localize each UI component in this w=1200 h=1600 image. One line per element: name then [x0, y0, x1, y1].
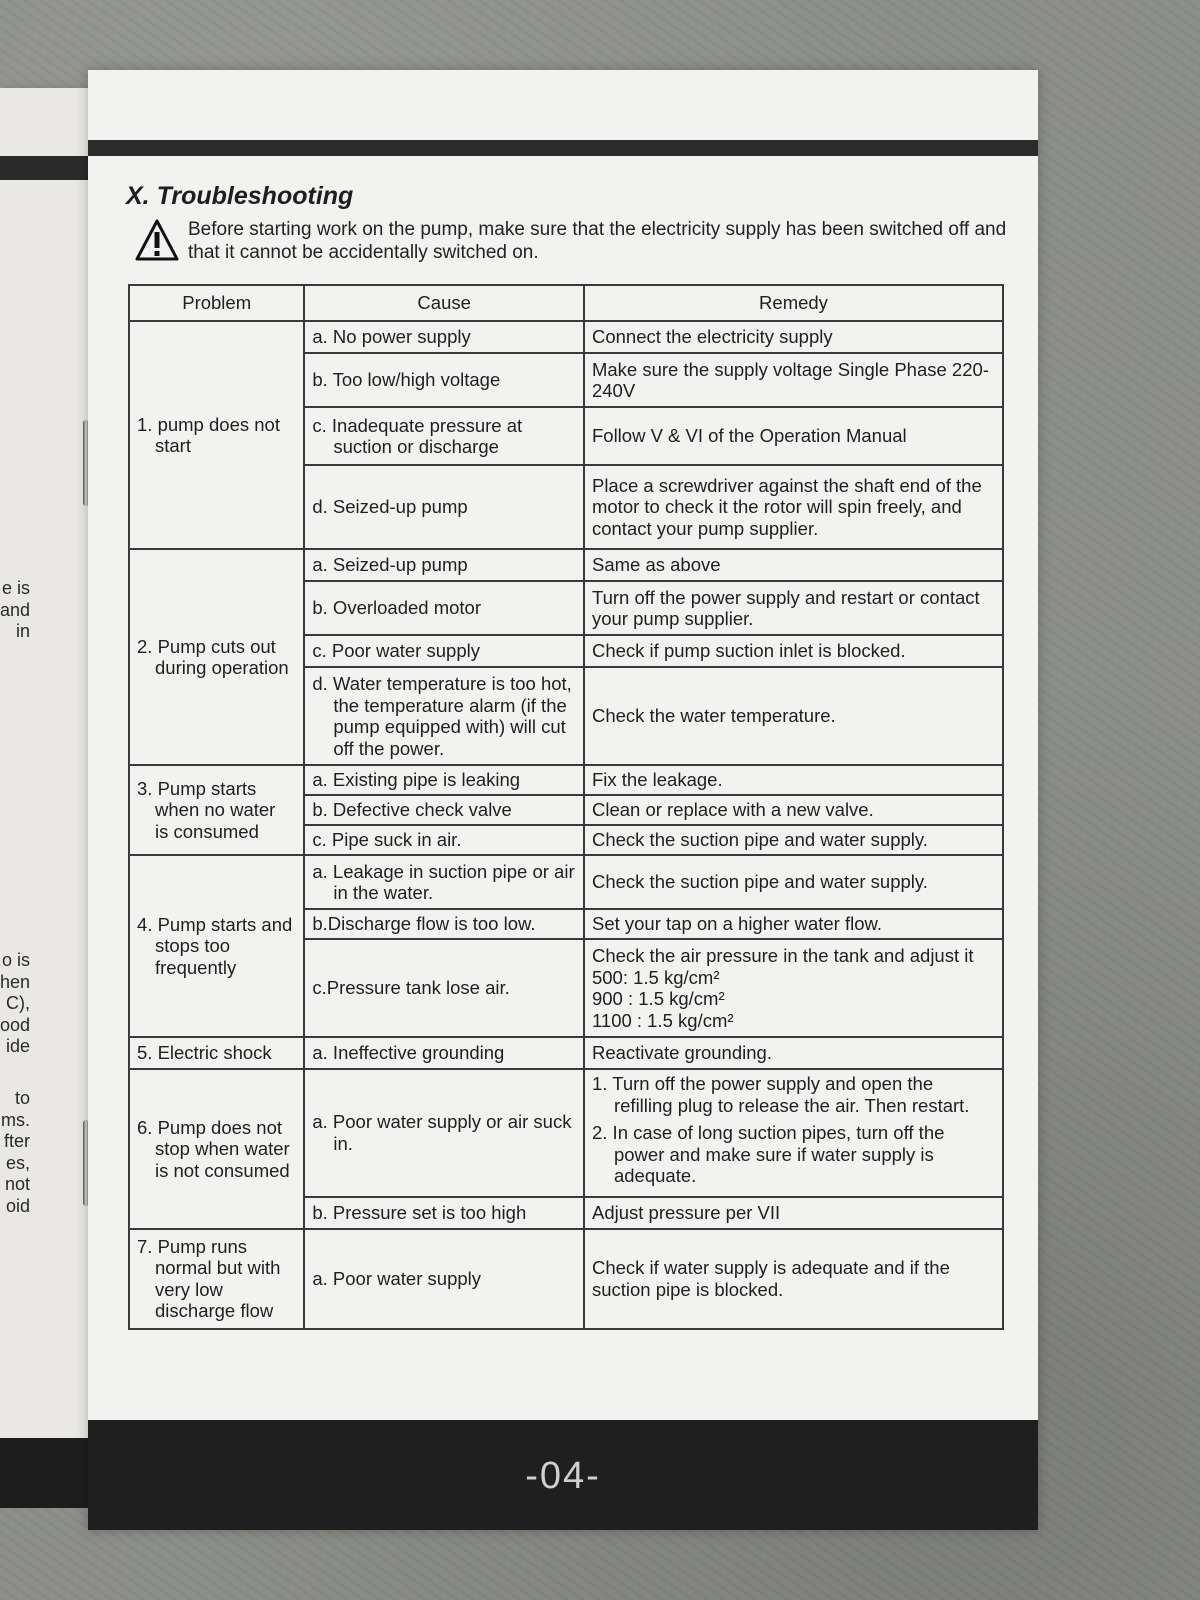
- remedy-cell: Adjust pressure per VII: [584, 1197, 1003, 1229]
- header-remedy: Remedy: [584, 285, 1003, 321]
- remedy-cell: Set your tap on a higher water flow.: [584, 909, 1003, 939]
- section-title: X. Troubleshooting: [126, 182, 354, 210]
- table-row: [129, 1229, 1003, 1329]
- left-text-fragment-top: e is and in: [0, 578, 30, 641]
- remedy-cell: Turn off the power supply and restart or contact your pump supplier.: [584, 581, 1003, 635]
- table-row: [129, 765, 1003, 795]
- remedy-cell: Check if water supply is adequate and if the suction pipe is blocked.: [584, 1229, 1003, 1329]
- table-row: [129, 321, 1003, 353]
- cause-cell: a. Poor water supply: [304, 1229, 584, 1329]
- remedy-cell: Place a screwdriver against the shaft end of the motor to check it the rotor will spin freely, and contact your pump supplier.: [584, 465, 1003, 549]
- table-row: [129, 549, 1003, 581]
- left-text-fragment-low: to ms. fter es, not oid: [1, 1088, 30, 1216]
- remedy-cell: Check the suction pipe and water supply.: [584, 825, 1003, 855]
- left-page-bottom-band: [0, 1438, 92, 1508]
- manual-page: [88, 70, 1038, 1530]
- cause-cell: a. Ineffective grounding: [304, 1037, 584, 1069]
- remedy-cell: Check the suction pipe and water supply.: [584, 855, 1003, 909]
- cause-cell: b. Pressure set is too high: [304, 1197, 584, 1229]
- remedy-list: [592, 1073, 995, 1187]
- warning-triangle-icon: [134, 218, 180, 262]
- list-item: 2. In case of long suction pipes, turn off the power and make sure if water supply is adequate.: [591, 1122, 945, 1186]
- cause-cell: a. Seized-up pump: [304, 549, 584, 581]
- left-text-fragment-mid: o is hen C), ood ide: [0, 950, 30, 1056]
- remedy-cell: Connect the electricity supply: [584, 321, 1003, 353]
- problem-cell-4: 4. Pump starts and stops too frequently: [129, 855, 304, 1037]
- table-row: [129, 855, 1003, 909]
- cause-cell: a. Existing pipe is leaking: [304, 765, 584, 795]
- remedy-cell: Same as above: [584, 549, 1003, 581]
- cause-cell: d. Seized-up pump: [304, 465, 584, 549]
- header-problem: Problem: [129, 285, 304, 321]
- remedy-cell: Fix the leakage.: [584, 765, 1003, 795]
- problem-cell-7: 7. Pump runs normal but with very low discharge flow: [129, 1229, 304, 1329]
- table-header-row: [129, 285, 1003, 321]
- problem-cell-6: 6. Pump does not stop when water is not consumed: [129, 1069, 304, 1229]
- problem-cell-5: 5. Electric shock: [129, 1037, 304, 1069]
- remedy-cell: Check if pump suction inlet is blocked.: [584, 635, 1003, 667]
- remedy-cell: [584, 1069, 1003, 1197]
- table-row: [129, 1037, 1003, 1069]
- remedy-cell: Clean or replace with a new valve.: [584, 795, 1003, 825]
- cause-cell: b. Too low/high voltage: [304, 353, 584, 407]
- problem-cell-1: 1. pump does not start: [129, 321, 304, 549]
- page-number: -04-: [525, 1455, 601, 1497]
- header-cause: Cause: [304, 285, 584, 321]
- cause-cell: b. Defective check valve: [304, 795, 584, 825]
- problem-cell-2: 2. Pump cuts out during operation: [129, 549, 304, 765]
- page-top-band: [88, 140, 1038, 156]
- cause-cell: a. No power supply: [304, 321, 584, 353]
- remedy-cell: Follow V & VI of the Operation Manual: [584, 407, 1003, 465]
- safety-warning: Before starting work on the pump, make sure that the electricity supply has been switched off and that it cannot be accidentally switched on.: [188, 219, 1007, 263]
- remedy-cell: Reactivate grounding.: [584, 1037, 1003, 1069]
- troubleshooting-table: [128, 284, 1004, 1330]
- problem-cell-3: 3. Pump starts when no water is consumed: [129, 765, 304, 855]
- remedy-cell: Check the water temperature.: [584, 667, 1003, 765]
- cause-cell: c. Poor water supply: [304, 635, 584, 667]
- remedy-cell: Check the air pressure in the tank and adjust it 500: 1.5 kg/cm² 900 : 1.5 kg/cm² 1100 : 1.5 kg/cm²: [584, 939, 1003, 1037]
- list-item: 1. Turn off the power supply and open the refilling plug to release the air. Then restart.: [591, 1073, 970, 1116]
- cause-cell: a. Poor water supply or air suck in.: [304, 1069, 584, 1197]
- cause-cell: c. Inadequate pressure at suction or discharge: [304, 407, 584, 465]
- remedy-cell: Make sure the supply voltage Single Phase 220-240V: [584, 353, 1003, 407]
- cause-cell: a. Leakage in suction pipe or air in the water.: [304, 855, 584, 909]
- cause-cell: b.Discharge flow is too low.: [304, 909, 584, 939]
- cause-cell: d. Water temperature is too hot, the temperature alarm (if the pump equipped with) will cut off the power.: [304, 667, 584, 765]
- cause-cell: c. Pipe suck in air.: [304, 825, 584, 855]
- left-page-top-band: [0, 156, 92, 180]
- cause-cell: c.Pressure tank lose air.: [304, 939, 584, 1037]
- cause-cell: b. Overloaded motor: [304, 581, 584, 635]
- table-row: [129, 1069, 1003, 1197]
- left-page-fragment: [0, 88, 92, 1448]
